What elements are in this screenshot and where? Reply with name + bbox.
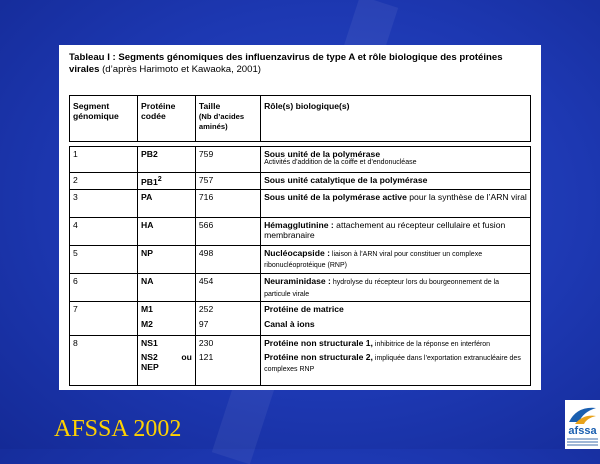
protein-name: PB1 — [141, 176, 158, 187]
afssa-logo-icon — [565, 400, 600, 449]
cell-size — [195, 302, 260, 336]
table-caption — [69, 52, 531, 76]
document-image — [59, 45, 541, 390]
size-value: 252 — [198, 304, 214, 315]
size-value-b: 97 — [198, 319, 209, 330]
cell-role — [261, 245, 531, 273]
cell-size: 757 — [195, 173, 260, 190]
protein-superscript: 2 — [157, 175, 162, 183]
header-segment: Segment génomique — [70, 96, 138, 142]
cell-role — [261, 336, 531, 386]
protein-name-b: M2 — [141, 319, 153, 330]
cell-size: 716 — [195, 189, 260, 217]
logo-text: afssa — [568, 425, 597, 437]
cell-size: 566 — [195, 217, 260, 245]
footer-title: AFSSA 2002 — [54, 416, 182, 442]
size-value-b: 121 — [198, 352, 214, 363]
protein-name-b-end: NEP — [141, 362, 159, 373]
cell-role — [261, 189, 531, 217]
cell-size: 454 — [195, 274, 260, 302]
role-bold: Protéine non structurale 1, — [264, 338, 373, 349]
role-bold: Neuraminidase : — [264, 276, 331, 287]
cell-role: Sous unité catalytique de la polymérase — [261, 173, 531, 190]
role-text: pour la synthèse de l’ARN viral — [406, 191, 527, 202]
header-size-label: Taille — [198, 101, 221, 111]
table-row — [70, 245, 531, 273]
table-row — [70, 336, 531, 386]
cell-protein: PA — [138, 189, 196, 217]
role-bold: Protéine de matrice — [264, 304, 344, 315]
header-role: Rôle(s) biologique(s) — [261, 96, 531, 142]
cell-protein: PB2 — [138, 147, 196, 173]
role-detail-b: impliquée dans l’exportation extranucléaire des complexes RNP — [264, 354, 521, 374]
cell-segment: 3 — [70, 189, 138, 217]
header-size-unit: (Nb d’acides aminés) — [198, 112, 245, 131]
cell-role — [261, 147, 531, 173]
cell-role — [261, 302, 531, 336]
cell-segment: 5 — [70, 245, 138, 273]
cell-protein: NA — [138, 274, 196, 302]
cell-protein: HA — [138, 217, 196, 245]
role-bold: Hémagglutinine : — [264, 219, 334, 230]
table-row — [70, 147, 531, 173]
logo-emblem-icon — [567, 404, 598, 426]
protein-name: M1 — [141, 304, 153, 315]
role-bold: Nucléocapside : — [264, 247, 330, 258]
table-row — [70, 189, 531, 217]
cell-size: 498 — [195, 245, 260, 273]
cell-segment: 1 — [70, 147, 138, 173]
role-bold-b: Canal à ions — [264, 319, 315, 330]
cell-role — [261, 274, 531, 302]
header-size — [195, 96, 260, 142]
role-detail: Activités d’addition de la coiffe et d’endonucléase — [264, 159, 417, 166]
cell-protein — [138, 173, 196, 190]
caption-title: Segments génomiques des influenzavirus de type A et rôle biologique des protéines virales — [69, 52, 503, 75]
size-value: 230 — [198, 338, 214, 349]
table-row — [70, 274, 531, 302]
protein-name-b-line — [141, 352, 192, 362]
cell-size — [195, 336, 260, 386]
table-row — [70, 217, 531, 245]
protein-name-b: NS2 — [141, 352, 158, 363]
cell-segment: 6 — [70, 274, 138, 302]
role-bold-b: Protéine non structurale 2, — [264, 351, 373, 362]
role-bold: Sous unité de la polymérase active — [264, 191, 407, 202]
caption-source: (d’après Harimoto et Kawaoka, 2001) — [99, 64, 261, 75]
table-header-row — [70, 96, 531, 142]
protein-name: NS1 — [141, 338, 158, 349]
caption-label: Tableau I : — [69, 52, 116, 63]
cell-segment: 7 — [70, 302, 138, 336]
cell-protein — [138, 302, 196, 336]
role-detail: hydrolyse du récepteur lors du bourgeonnement de la particule virale — [264, 279, 500, 298]
cell-size: 759 — [195, 147, 260, 173]
role-bold: Sous unité de la polymérase — [264, 149, 381, 159]
role-detail: liaison à l’ARN viral pour constituer un complexe ribonucléoprotéique (RNP) — [264, 250, 483, 270]
table-row — [70, 173, 531, 190]
cell-protein — [138, 336, 196, 386]
cell-segment: 8 — [70, 336, 138, 386]
logo-lines — [567, 438, 598, 447]
header-protein: Protéine codée — [138, 96, 196, 142]
protein-name-b-mid: ou — [181, 352, 192, 363]
table-row — [70, 302, 531, 336]
cell-role — [261, 217, 531, 245]
role-detail: inhibitrice de la réponse en interféron — [372, 341, 491, 349]
genome-table — [69, 95, 531, 386]
cell-segment: 2 — [70, 173, 138, 190]
role-text: attachement au récepteur cellulaire et fusion membranaire — [264, 219, 506, 240]
cell-protein: NP — [138, 245, 196, 273]
cell-segment: 4 — [70, 217, 138, 245]
